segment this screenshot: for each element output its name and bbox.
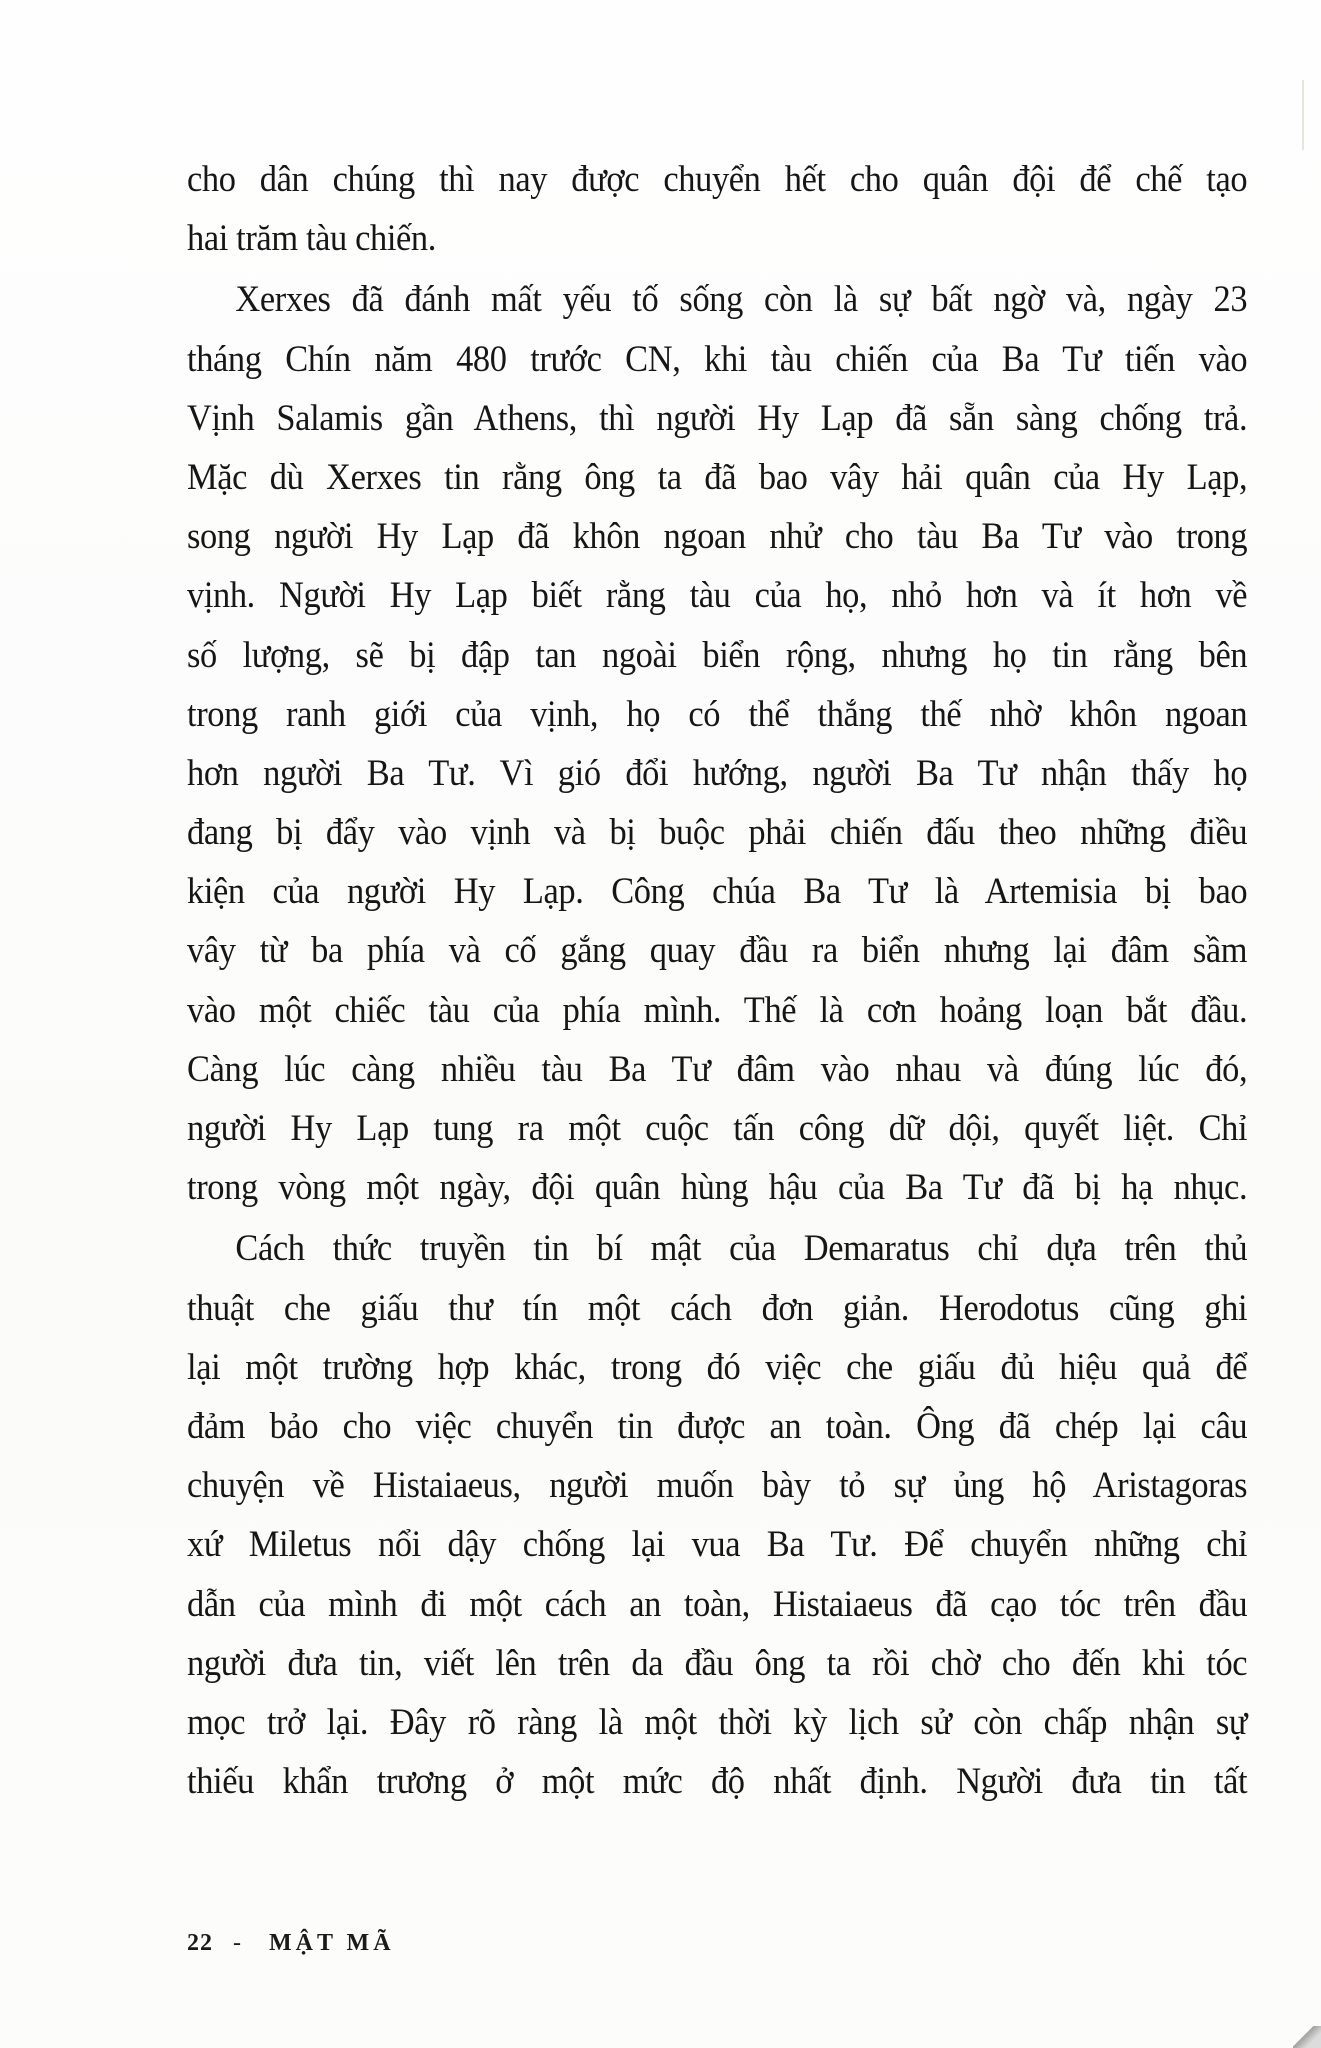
text-line: tháng Chín năm 480 trước CN, khi tàu chiến của Ba Tư tiến vào <box>187 338 1248 380</box>
text-line: lại một trường hợp khác, trong đó việc che giấu đủ hiệu quả để <box>187 1346 1248 1388</box>
page-edge-shadow <box>1302 80 1304 150</box>
text-line: song người Hy Lạp đã khôn ngoan nhử cho tàu Ba Tư vào trong <box>187 516 1248 558</box>
text-line: dẫn của mình đi một cách an toàn, Histaiaeus đã cạo tóc trên đầu <box>187 1583 1248 1625</box>
text-line: Xerxes đã đánh mất yếu tố sống còn là sự bất ngờ và, ngày 23 <box>235 279 1248 321</box>
text-line: Vịnh Salamis gần Athens, thì người Hy Lạp đã sẵn sàng chống trả. <box>187 397 1248 439</box>
text-line: thuật che giấu thư tín một cách đơn giản. Herodotus cũng ghi <box>187 1287 1248 1329</box>
text-line: trong ranh giới của vịnh, họ có thể thắng thế nhờ khôn ngoan <box>187 693 1248 735</box>
text-line: cho dân chúng thì nay được chuyển hết cho quân đội để chế tạo <box>187 159 1248 200</box>
paragraph-1 <box>187 150 1247 268</box>
text-line: đảm bảo cho việc chuyển tin được an toàn. Ông đã chép lại câu <box>187 1405 1248 1447</box>
body-text <box>187 150 1247 1811</box>
text-line: vào một chiếc tàu của phía mình. Thế là cơn hoảng loạn bắt đầu. <box>187 989 1248 1031</box>
page-number: 22 <box>187 1930 213 1956</box>
page-corner-shadow <box>1293 2026 1321 2048</box>
text-line: mọc trở lại. Đây rõ ràng là một thời kỳ lịch sử còn chấp nhận sự <box>187 1701 1248 1743</box>
text-line: Cách thức truyền tin bí mật của Demaratus chỉ dựa trên thủ <box>235 1228 1248 1270</box>
page-footer <box>187 1930 395 1957</box>
paragraph-2 <box>187 270 1247 1217</box>
text-line: vây từ ba phía và cố gắng quay đầu ra biển nhưng lại đâm sầm <box>187 930 1248 972</box>
text-line: trong vòng một ngày, đội quân hùng hậu của Ba Tư đã bị hạ nhục. <box>187 1167 1248 1209</box>
book-title: MẬT MÃ <box>269 1930 395 1956</box>
text-line: người Hy Lạp tung ra một cuộc tấn công dữ dội, quyết liệt. Chỉ <box>187 1108 1248 1149</box>
text-line: Càng lúc càng nhiều tàu Ba Tư đâm vào nhau và đúng lúc đó, <box>187 1048 1248 1090</box>
footer-separator: - <box>233 1930 245 1956</box>
text-line: người đưa tin, viết lên trên da đầu ông ta rồi chờ cho đến khi tóc <box>187 1642 1248 1684</box>
text-line: đang bị đẩy vào vịnh và bị buộc phải chiến đấu theo những điều <box>187 812 1248 854</box>
text-line: hơn người Ba Tư. Vì gió đổi hướng, người Ba Tư nhận thấy họ <box>187 752 1248 794</box>
paragraph-3 <box>187 1219 1247 1811</box>
text-line: số lượng, sẽ bị đập tan ngoài biển rộng, nhưng họ tin rằng bên <box>187 634 1248 676</box>
text-line: chuyện về Histaiaeus, người muốn bày tỏ sự ủng hộ Aristagoras <box>187 1465 1248 1507</box>
text-line: vịnh. Người Hy Lạp biết rằng tàu của họ, nhỏ hơn và ít hơn về <box>187 575 1248 617</box>
text-line: xứ Miletus nổi dậy chống lại vua Ba Tư. Để chuyển những chỉ <box>187 1524 1248 1566</box>
text-line: kiện của người Hy Lạp. Công chúa Ba Tư là Artemisia bị bao <box>187 871 1248 913</box>
text-line: thiếu khẩn trương ở một mức độ nhất định. Người đưa tin tất <box>187 1761 1248 1803</box>
text-line: hai trăm tàu chiến. <box>187 218 436 260</box>
text-line: Mặc dù Xerxes tin rằng ông ta đã bao vây hải quân của Hy Lạp, <box>187 456 1248 498</box>
